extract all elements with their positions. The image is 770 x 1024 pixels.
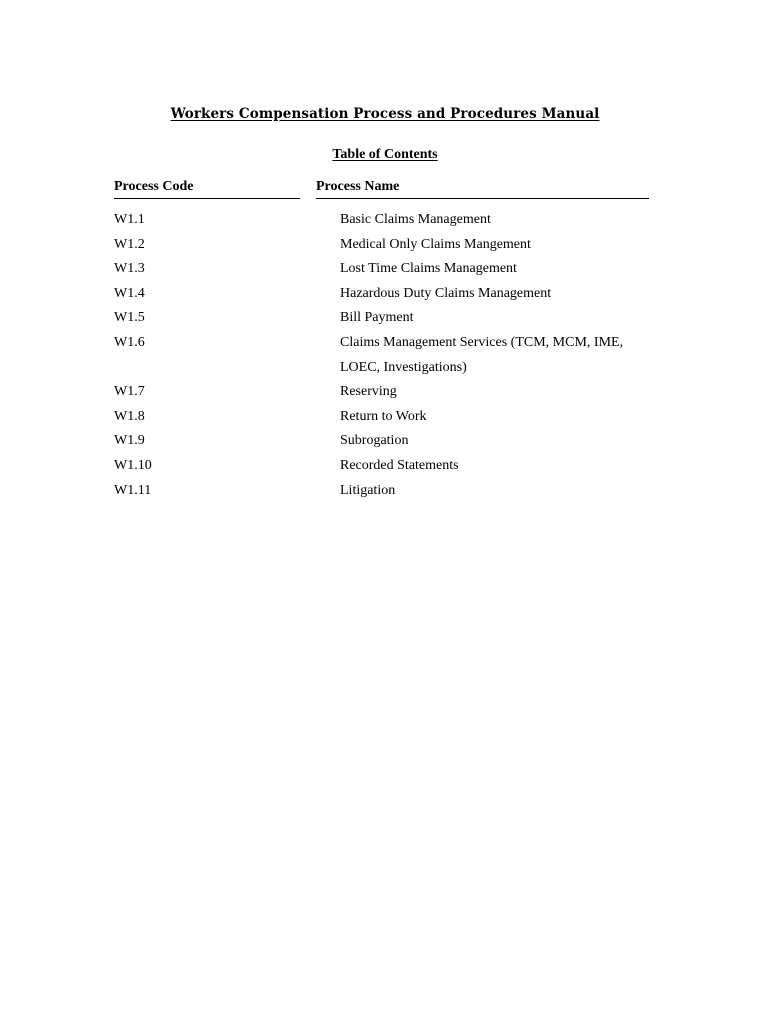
document-title: Workers Compensation Process and Procedures Manual — [170, 106, 600, 122]
process-code: W1.10 — [114, 457, 152, 473]
table-row — [0, 307, 770, 332]
process-name: Hazardous Duty Claims Management — [340, 285, 552, 301]
process-name: LOEC, Investigations) — [340, 359, 467, 375]
toc-table — [0, 209, 770, 504]
table-row — [0, 332, 770, 357]
process-name: Claims Management Services (TCM, MCM, IME, — [340, 334, 624, 350]
table-row — [0, 258, 770, 283]
table-row — [0, 234, 770, 259]
table-row-continuation — [0, 357, 770, 382]
table-row — [0, 283, 770, 308]
table-row — [0, 480, 770, 505]
process-name: Bill Payment — [340, 310, 414, 326]
process-code: W1.5 — [114, 310, 145, 326]
process-name: Basic Claims Management — [340, 212, 491, 227]
table-row — [0, 209, 770, 234]
process-code: W1.4 — [114, 285, 145, 301]
process-name: Recorded Statements — [340, 457, 459, 473]
table-row — [0, 406, 770, 431]
process-name: Lost Time Claims Management — [340, 261, 517, 277]
process-code: W1.3 — [114, 261, 145, 277]
process-name: Litigation — [340, 482, 396, 498]
process-name: Medical Only Claims Mangement — [340, 236, 531, 252]
process-code: W1.8 — [114, 408, 145, 424]
process-name: Return to Work — [340, 408, 427, 424]
table-row — [0, 455, 770, 480]
process-code-header: Process Code — [114, 179, 300, 199]
process-code: W1.6 — [114, 334, 145, 350]
process-code: W1.11 — [114, 482, 152, 498]
process-code: W1.2 — [114, 236, 145, 252]
table-row — [0, 381, 770, 406]
process-name: Subrogation — [340, 433, 409, 449]
process-code: W1.9 — [114, 433, 145, 449]
table-of-contents-heading: Table of Contents — [332, 147, 438, 162]
process-name: Reserving — [340, 384, 397, 400]
table-row — [0, 430, 770, 455]
process-code: W1.7 — [114, 384, 145, 400]
process-name-header: Process Name — [316, 179, 649, 199]
process-code: W1.1 — [114, 212, 145, 227]
